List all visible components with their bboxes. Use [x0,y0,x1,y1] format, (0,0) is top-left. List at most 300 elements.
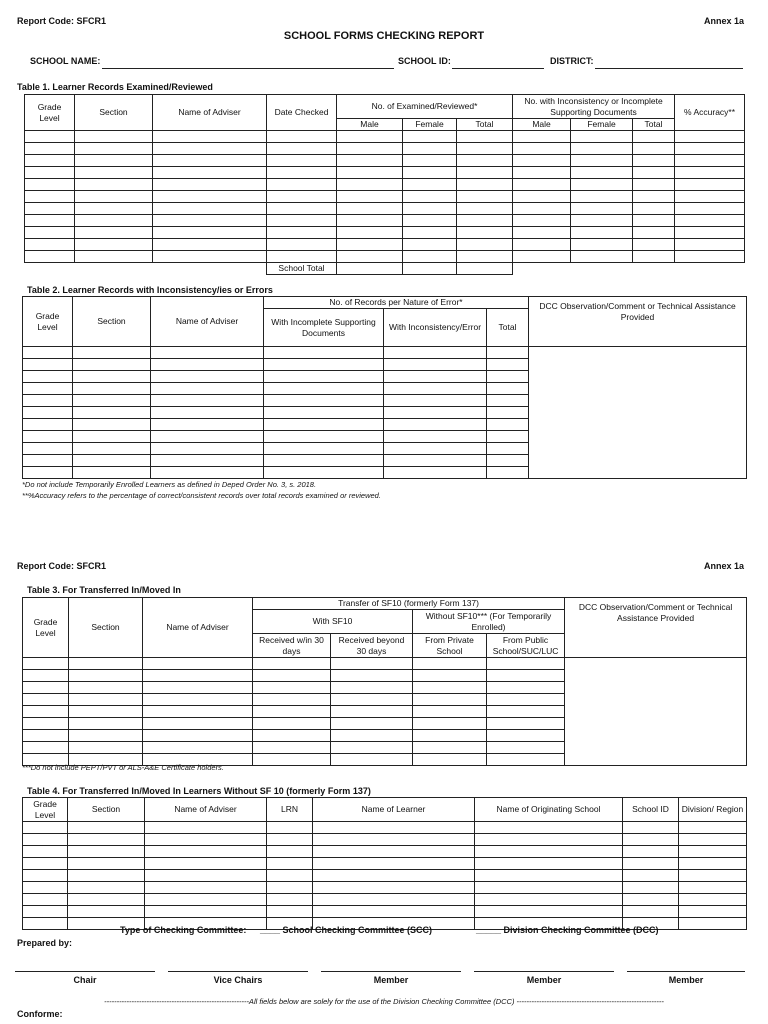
t1-cell[interactable] [571,131,633,143]
district-field[interactable] [595,68,743,69]
t1-cell[interactable] [403,227,457,239]
t3-cell[interactable] [253,718,331,730]
t1-cell[interactable] [571,167,633,179]
t1-cell[interactable] [267,227,337,239]
t2-cell[interactable] [264,455,384,467]
t1-cell[interactable] [403,239,457,251]
t3-cell[interactable] [413,682,487,694]
t2-cell[interactable] [151,467,264,479]
t1-cell[interactable] [25,227,75,239]
t1-cell[interactable] [267,191,337,203]
t4-cell[interactable] [68,822,145,834]
t4-cell[interactable] [475,846,623,858]
t3-cell[interactable] [143,658,253,670]
t4-cell[interactable] [23,870,68,882]
t4-cell[interactable] [623,822,679,834]
t2-cell[interactable] [23,383,73,395]
t1-cell[interactable] [633,227,675,239]
t1-cell[interactable] [267,239,337,251]
t4-cell[interactable] [679,882,747,894]
t2-cell[interactable] [487,359,529,371]
t3-cell[interactable] [69,718,143,730]
t3-cell[interactable] [413,730,487,742]
t2-cell[interactable] [384,347,487,359]
t3-cell[interactable] [253,670,331,682]
t1-cell[interactable] [75,167,153,179]
t1-row[interactable] [25,191,745,203]
t1-cell[interactable] [25,167,75,179]
t1-cell[interactable] [25,215,75,227]
t1-cell[interactable] [153,167,267,179]
t1-cell[interactable] [337,203,403,215]
t1-cell[interactable] [675,239,745,251]
t2-cell[interactable] [73,407,151,419]
t2-cell[interactable] [73,455,151,467]
t1-cell[interactable] [571,227,633,239]
t4-cell[interactable] [23,858,68,870]
t1-cell[interactable] [633,167,675,179]
scc-option[interactable]: ____ School Checking Committee (SCC) [260,925,433,935]
t2-cell[interactable] [264,383,384,395]
t1-cell[interactable] [571,155,633,167]
school-id-field[interactable] [452,68,544,69]
t3-cell[interactable] [69,670,143,682]
t4-cell[interactable] [145,870,267,882]
t2-cell[interactable] [264,371,384,383]
t4-cell[interactable] [623,906,679,918]
t3-row[interactable] [23,658,747,670]
t2-cell[interactable] [384,359,487,371]
t4-cell[interactable] [313,858,475,870]
t1-cell[interactable] [403,251,457,263]
t3-cell[interactable] [331,742,413,754]
t2-cell[interactable] [151,455,264,467]
t1-cell[interactable] [633,203,675,215]
t1-cell[interactable] [633,131,675,143]
t1-cell[interactable] [75,155,153,167]
t2-cell[interactable] [23,443,73,455]
t1-cell[interactable] [457,251,513,263]
t3-cell[interactable] [331,730,413,742]
t4-cell[interactable] [145,858,267,870]
t2-cell[interactable] [73,467,151,479]
t4-cell[interactable] [145,822,267,834]
t1-cell[interactable] [513,167,571,179]
t1-cell[interactable] [675,251,745,263]
t3-cell[interactable] [253,742,331,754]
t1-cell[interactable] [571,191,633,203]
t4-row[interactable] [23,870,747,882]
t3-cell[interactable] [143,742,253,754]
t2-cell[interactable] [264,443,384,455]
t4-cell[interactable] [623,882,679,894]
t1-cell[interactable] [337,251,403,263]
t4-cell[interactable] [313,882,475,894]
t1-row[interactable] [25,167,745,179]
t3-cell[interactable] [413,754,487,766]
t4-cell[interactable] [679,834,747,846]
t4-cell[interactable] [475,834,623,846]
t3-cell[interactable] [331,754,413,766]
vice-chair-signature-line[interactable] [168,971,308,972]
t1-cell[interactable] [153,251,267,263]
t1-cell[interactable] [75,179,153,191]
t4-cell[interactable] [679,858,747,870]
t4-cell[interactable] [68,882,145,894]
t1-cell[interactable] [513,203,571,215]
t2-cell[interactable] [73,347,151,359]
t1-cell[interactable] [25,155,75,167]
t3-cell[interactable] [413,658,487,670]
t2-row[interactable] [23,347,747,359]
t2-cell[interactable] [487,371,529,383]
t3-cell[interactable] [331,718,413,730]
t1-cell[interactable] [457,191,513,203]
t4-cell[interactable] [475,894,623,906]
t1-cell[interactable] [675,155,745,167]
t3-cell[interactable] [253,682,331,694]
t2-cell[interactable] [384,371,487,383]
t3-cell[interactable] [487,658,565,670]
t4-cell[interactable] [267,894,313,906]
t1-row[interactable] [25,239,745,251]
t1-cell[interactable] [153,143,267,155]
t3-cell[interactable] [23,730,69,742]
t1-cell[interactable] [513,239,571,251]
t1-cell[interactable] [25,179,75,191]
t4-cell[interactable] [23,894,68,906]
t1-cell[interactable] [513,155,571,167]
t1-cell[interactable] [675,143,745,155]
t1-cell[interactable] [403,143,457,155]
t2-cell[interactable] [487,431,529,443]
t2-cell[interactable] [73,383,151,395]
t2-cell[interactable] [23,359,73,371]
member2-signature-line[interactable] [474,971,614,972]
t1-row[interactable] [25,203,745,215]
t3-cell[interactable] [23,718,69,730]
member1-signature-line[interactable] [321,971,461,972]
t1-cell[interactable] [675,179,745,191]
t1-cell[interactable] [75,227,153,239]
t1-row[interactable] [25,155,745,167]
t4-cell[interactable] [313,870,475,882]
t2-cell[interactable] [384,443,487,455]
t1-cell[interactable] [675,191,745,203]
t1-cell[interactable] [337,215,403,227]
t1-cell[interactable] [267,179,337,191]
t4-cell[interactable] [267,870,313,882]
t1-cell[interactable] [571,179,633,191]
school-name-field[interactable] [102,68,394,69]
t1-cell[interactable] [267,167,337,179]
t1-cell[interactable] [153,203,267,215]
t4-row[interactable] [23,858,747,870]
t1-cell[interactable] [403,167,457,179]
t1-cell[interactable] [571,251,633,263]
t1-row[interactable] [25,227,745,239]
t2-cell[interactable] [264,395,384,407]
t3-cell[interactable] [143,706,253,718]
t1-cell[interactable] [337,143,403,155]
t4-cell[interactable] [23,906,68,918]
t4-cell[interactable] [267,882,313,894]
t3-cell[interactable] [69,694,143,706]
t3-cell[interactable] [413,670,487,682]
dcc-option[interactable]: _____ Division Checking Committee (DCC) [476,925,659,935]
t1-cell[interactable] [25,131,75,143]
t3-cell[interactable] [487,754,565,766]
t2-rows[interactable] [23,347,747,479]
t4-cell[interactable] [679,846,747,858]
t1-cell[interactable] [267,203,337,215]
t1-row[interactable] [25,143,745,155]
t1-cell[interactable] [571,239,633,251]
t3-rows[interactable] [23,658,747,766]
t1-cell[interactable] [75,191,153,203]
t1-cell[interactable] [25,239,75,251]
t2-cell[interactable] [264,431,384,443]
t1-cell[interactable] [675,167,745,179]
t3-cell[interactable] [487,742,565,754]
t3-cell[interactable] [331,658,413,670]
chair-signature-line[interactable] [15,971,155,972]
t2-cell[interactable] [264,359,384,371]
t2-cell[interactable] [151,383,264,395]
t4-cell[interactable] [623,894,679,906]
t1-cell[interactable] [457,131,513,143]
t4-cell[interactable] [23,846,68,858]
t1-cell[interactable] [267,215,337,227]
t2-cell[interactable] [264,419,384,431]
t2-cell[interactable] [151,371,264,383]
t4-cell[interactable] [679,918,747,930]
t3-cell[interactable] [23,694,69,706]
t1-cell[interactable] [675,203,745,215]
t2-cell[interactable] [384,395,487,407]
t4-cell[interactable] [267,846,313,858]
t1-cell[interactable] [337,191,403,203]
t2-cell[interactable] [151,395,264,407]
t4-row[interactable] [23,822,747,834]
t3-cell[interactable] [487,718,565,730]
t3-cell[interactable] [69,658,143,670]
t2-cell[interactable] [23,407,73,419]
t1-cell[interactable] [153,191,267,203]
t4-cell[interactable] [68,846,145,858]
t2-cell[interactable] [73,359,151,371]
t1-cell[interactable] [75,215,153,227]
t2-cell[interactable] [384,419,487,431]
t3-cell[interactable] [23,742,69,754]
t1-cell[interactable] [675,215,745,227]
t3-cell[interactable] [331,706,413,718]
t4-cell[interactable] [623,870,679,882]
t1-cell[interactable] [267,155,337,167]
t4-cell[interactable] [267,822,313,834]
t4-cell[interactable] [23,822,68,834]
t2-cell[interactable] [384,407,487,419]
t2-cell[interactable] [264,407,384,419]
t4-cell[interactable] [23,834,68,846]
t4-cell[interactable] [475,882,623,894]
t2-cell[interactable] [73,431,151,443]
t4-rows[interactable] [23,822,747,930]
t1-cell[interactable] [403,203,457,215]
t1-cell[interactable] [513,251,571,263]
t1-cell[interactable] [513,215,571,227]
t3-cell[interactable] [23,706,69,718]
t1-cell[interactable] [75,251,153,263]
t1-cell[interactable] [337,227,403,239]
t3-cell[interactable] [487,706,565,718]
t4-cell[interactable] [145,846,267,858]
t3-cell[interactable] [487,694,565,706]
t2-cell[interactable] [384,431,487,443]
t3-dcc-comment-cell[interactable] [565,658,747,766]
t1-cell[interactable] [75,131,153,143]
t1-cell[interactable] [513,191,571,203]
t3-cell[interactable] [413,718,487,730]
t4-cell[interactable] [313,894,475,906]
t3-cell[interactable] [23,658,69,670]
t2-cell[interactable] [23,419,73,431]
t2-cell[interactable] [487,467,529,479]
t4-cell[interactable] [475,858,623,870]
t1-cell[interactable] [457,167,513,179]
t4-cell[interactable] [475,822,623,834]
t1-cell[interactable] [153,131,267,143]
t4-cell[interactable] [313,846,475,858]
t2-cell[interactable] [151,407,264,419]
t4-cell[interactable] [267,858,313,870]
t1-row[interactable] [25,131,745,143]
t4-cell[interactable] [313,822,475,834]
t3-cell[interactable] [143,694,253,706]
t1-cell[interactable] [403,179,457,191]
t4-cell[interactable] [267,834,313,846]
t2-cell[interactable] [487,443,529,455]
t4-row[interactable] [23,846,747,858]
t4-cell[interactable] [68,906,145,918]
t1-cell[interactable] [267,143,337,155]
t2-cell[interactable] [23,455,73,467]
t2-cell[interactable] [151,359,264,371]
t1-cell[interactable] [633,239,675,251]
t1-cell[interactable] [267,251,337,263]
t1-cell[interactable] [633,191,675,203]
t1-cell[interactable] [633,143,675,155]
t2-cell[interactable] [264,347,384,359]
t3-cell[interactable] [487,670,565,682]
t3-cell[interactable] [413,706,487,718]
t3-cell[interactable] [413,742,487,754]
t2-cell[interactable] [487,395,529,407]
t2-cell[interactable] [73,371,151,383]
t4-cell[interactable] [145,882,267,894]
t3-cell[interactable] [143,682,253,694]
t2-cell[interactable] [23,467,73,479]
t4-cell[interactable] [313,906,475,918]
t2-cell[interactable] [384,467,487,479]
t3-cell[interactable] [23,682,69,694]
t1-cell[interactable] [513,227,571,239]
t1-cell[interactable] [513,131,571,143]
t4-cell[interactable] [68,834,145,846]
t2-cell[interactable] [73,419,151,431]
t3-cell[interactable] [253,730,331,742]
t2-cell[interactable] [73,443,151,455]
t1-cell[interactable] [403,155,457,167]
t4-cell[interactable] [623,834,679,846]
t1-cell[interactable] [633,155,675,167]
t1-cell[interactable] [75,143,153,155]
t4-cell[interactable] [23,882,68,894]
t1-cell[interactable] [571,143,633,155]
t3-cell[interactable] [69,730,143,742]
t1-cell[interactable] [337,155,403,167]
t1-cell[interactable] [457,215,513,227]
t1-cell[interactable] [457,227,513,239]
t4-cell[interactable] [623,846,679,858]
t3-cell[interactable] [23,670,69,682]
t1-cell[interactable] [403,131,457,143]
t2-cell[interactable] [264,467,384,479]
t3-cell[interactable] [69,742,143,754]
t4-cell[interactable] [679,822,747,834]
t2-cell[interactable] [384,383,487,395]
t4-cell[interactable] [145,894,267,906]
t3-cell[interactable] [253,706,331,718]
t3-cell[interactable] [143,730,253,742]
t4-cell[interactable] [267,906,313,918]
t1-cell[interactable] [153,215,267,227]
t4-cell[interactable] [68,858,145,870]
t3-cell[interactable] [331,694,413,706]
t1-cell[interactable] [513,143,571,155]
member3-signature-line[interactable] [627,971,745,972]
t3-cell[interactable] [253,754,331,766]
t4-cell[interactable] [313,834,475,846]
t1-cell[interactable] [75,239,153,251]
t2-cell[interactable] [23,395,73,407]
t1-row[interactable] [25,179,745,191]
t1-rows[interactable] [25,131,745,263]
t4-cell[interactable] [623,858,679,870]
t2-cell[interactable] [151,347,264,359]
t1-cell[interactable] [267,131,337,143]
t1-cell[interactable] [153,155,267,167]
t3-cell[interactable] [69,706,143,718]
t2-cell[interactable] [73,395,151,407]
t3-cell[interactable] [487,682,565,694]
t4-cell[interactable] [145,834,267,846]
t1-cell[interactable] [337,239,403,251]
t3-cell[interactable] [331,670,413,682]
t1-cell[interactable] [571,203,633,215]
t4-cell[interactable] [68,894,145,906]
t3-cell[interactable] [69,682,143,694]
t2-dcc-comment-cell[interactable] [529,347,747,479]
t2-cell[interactable] [151,419,264,431]
t1-cell[interactable] [457,179,513,191]
t2-cell[interactable] [487,383,529,395]
t1-cell[interactable] [675,131,745,143]
t1-cell[interactable] [403,215,457,227]
t4-cell[interactable] [679,894,747,906]
t1-cell[interactable] [403,191,457,203]
t1-cell[interactable] [153,179,267,191]
